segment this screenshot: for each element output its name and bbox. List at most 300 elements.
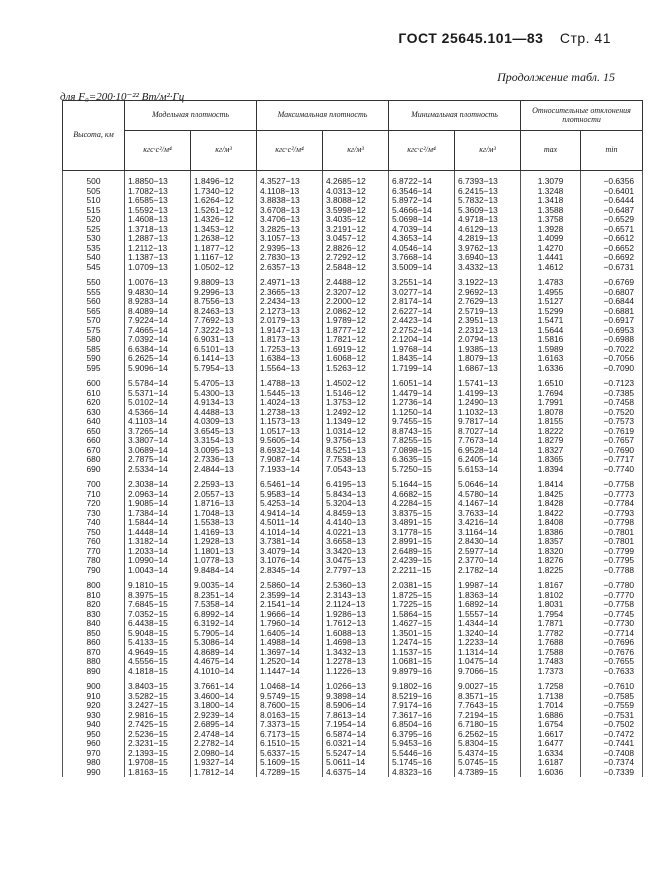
cell-model-kgs: 7.9224−14 xyxy=(125,316,191,326)
page-header xyxy=(398,30,611,46)
cell-dev-max: 1.8225 xyxy=(521,566,581,576)
cell-dev-min: −0.7793 xyxy=(581,509,643,519)
cell-dev-max: 1.5816 xyxy=(521,335,581,345)
cell-max-kgs: 7.1933−14 xyxy=(257,465,323,475)
cell-max-kgs: 9.5605−14 xyxy=(257,436,323,446)
cell-dev-min: −0.7657 xyxy=(581,436,643,446)
cell-dev-min: −0.6988 xyxy=(581,335,643,345)
cell-model-kgs: 2.5334−14 xyxy=(125,465,191,475)
cell-model-kg: 7.3222−13 xyxy=(191,326,257,336)
unit-max-kg: кг/м³ xyxy=(323,131,389,171)
cell-model-kgs: 1.3718−13 xyxy=(125,225,191,235)
cell-height: 640 xyxy=(63,417,125,427)
cell-model-kg: 2.4748−14 xyxy=(191,730,257,740)
cell-height: 545 xyxy=(63,263,125,273)
cell-min-kgs: 5.1745−16 xyxy=(389,758,455,768)
cell-dev-min: −0.7770 xyxy=(581,591,643,601)
cell-dev-min: −0.7022 xyxy=(581,345,643,355)
cell-min-kgs: 4.8323−16 xyxy=(389,768,455,778)
cell-dev-max: 1.7014 xyxy=(521,701,581,711)
cell-height: 960 xyxy=(63,739,125,749)
cell-min-kgs: 8.5219−16 xyxy=(389,692,455,702)
cell-min-kg: 3.7633−14 xyxy=(455,509,521,519)
cell-min-kg: 9.7817−14 xyxy=(455,417,521,427)
cell-model-kg: 1.1877−12 xyxy=(191,244,257,254)
cell-max-kg: 7.8613−14 xyxy=(323,711,389,721)
cell-dev-min: −0.7676 xyxy=(581,648,643,658)
cell-height: 670 xyxy=(63,446,125,456)
cell-dev-max: 1.8357 xyxy=(521,537,581,547)
cell-dev-max: 1.6477 xyxy=(521,739,581,749)
cell-height: 690 xyxy=(63,465,125,475)
cell-max-kg: 1.0314−12 xyxy=(323,427,389,437)
cell-height: 630 xyxy=(63,408,125,418)
cell-model-kg: 2.2593−13 xyxy=(191,480,257,490)
cell-min-kgs: 4.3653−14 xyxy=(389,234,455,244)
cell-height: 525 xyxy=(63,225,125,235)
cell-model-kgs: 7.0392−14 xyxy=(125,335,191,345)
cell-dev-max: 1.7694 xyxy=(521,389,581,399)
cell-dev-min: −0.6953 xyxy=(581,326,643,336)
cell-max-kg: 1.7821−12 xyxy=(323,335,389,345)
cell-height: 555 xyxy=(63,288,125,298)
cell-model-kgs: 2.7875−14 xyxy=(125,455,191,465)
cell-height: 830 xyxy=(63,610,125,620)
cell-max-kgs: 1.4988−14 xyxy=(257,638,323,648)
cell-model-kgs: 7.4665−14 xyxy=(125,326,191,336)
cell-max-kgs: 5.1609−15 xyxy=(257,758,323,768)
cell-max-kg: 3.0475−13 xyxy=(323,556,389,566)
cell-height: 585 xyxy=(63,345,125,355)
cell-dev-max: 1.6336 xyxy=(521,364,581,374)
cell-model-kg: 4.4675−14 xyxy=(191,657,257,667)
cell-max-kgs: 3.6708−13 xyxy=(257,206,323,216)
cell-max-kgs: 2.8345−14 xyxy=(257,566,323,576)
cell-height: 595 xyxy=(63,364,125,374)
cell-model-kg: 1.1801−13 xyxy=(191,547,257,557)
cell-model-kg: 4.9134−13 xyxy=(191,398,257,408)
cell-max-kgs: 3.7381−14 xyxy=(257,537,323,547)
cell-max-kg: 3.2191−12 xyxy=(323,225,389,235)
cell-min-kgs: 5.0698−14 xyxy=(389,215,455,225)
cell-min-kg: 6.7393−13 xyxy=(455,177,521,187)
cell-min-kgs: 1.2736−14 xyxy=(389,398,455,408)
cell-min-kg: 5.7832−13 xyxy=(455,196,521,206)
cell-min-kgs: 3.8375−15 xyxy=(389,509,455,519)
cell-dev-min: −0.7090 xyxy=(581,364,643,374)
cell-min-kgs: 8.8743−15 xyxy=(389,427,455,437)
cell-min-kgs: 2.4239−15 xyxy=(389,556,455,566)
cell-model-kg: 2.0557−13 xyxy=(191,490,257,500)
cell-dev-max: 1.7588 xyxy=(521,648,581,658)
cell-model-kg: 8.2351−14 xyxy=(191,591,257,601)
cell-dev-max: 1.7954 xyxy=(521,610,581,620)
cell-min-kgs: 5.8972−14 xyxy=(389,196,455,206)
cell-model-kgs: 1.3182−14 xyxy=(125,537,191,547)
cell-dev-min: −0.6571 xyxy=(581,225,643,235)
cell-max-kg: 6.5874−14 xyxy=(323,730,389,740)
cell-min-kg: 1.1314−14 xyxy=(455,648,521,658)
cell-height: 990 xyxy=(63,768,125,778)
cell-min-kgs: 4.7039−14 xyxy=(389,225,455,235)
cell-max-kg: 1.6068−12 xyxy=(323,354,389,364)
cell-min-kg: 9.7066−15 xyxy=(455,667,521,677)
cell-model-kgs: 1.0076−13 xyxy=(125,278,191,288)
cell-dev-max: 1.7483 xyxy=(521,657,581,667)
cell-max-kg: 6.4195−13 xyxy=(323,480,389,490)
cell-model-kgs: 1.2887−13 xyxy=(125,234,191,244)
cell-max-kgs: 1.5445−13 xyxy=(257,389,323,399)
cell-model-kg: 1.9327−14 xyxy=(191,758,257,768)
cell-model-kg: 6.8992−14 xyxy=(191,610,257,620)
cell-model-kg: 9.0035−14 xyxy=(191,581,257,591)
cell-height: 590 xyxy=(63,354,125,364)
cell-dev-min: −0.7531 xyxy=(581,711,643,721)
col-deviation: Относительные отклонения плотности xyxy=(521,101,643,131)
cell-dev-max: 1.3418 xyxy=(521,196,581,206)
cell-min-kgs: 1.5864−15 xyxy=(389,610,455,620)
cell-model-kg: 8.7556−13 xyxy=(191,297,257,307)
cell-model-kgs: 1.0709−13 xyxy=(125,263,191,273)
cell-dev-max: 1.7871 xyxy=(521,619,581,629)
cell-model-kg: 9.8484−14 xyxy=(191,566,257,576)
cell-model-kg: 3.1800−14 xyxy=(191,701,257,711)
cell-model-kg: 8.2463−13 xyxy=(191,307,257,317)
cell-dev-min: −0.7784 xyxy=(581,499,643,509)
cell-dev-min: −0.6844 xyxy=(581,297,643,307)
cell-max-kgs: 1.4024−13 xyxy=(257,398,323,408)
cell-max-kg: 4.4140−13 xyxy=(323,518,389,528)
cell-max-kg: 4.8459−13 xyxy=(323,509,389,519)
cell-dev-min: −0.6487 xyxy=(581,206,643,216)
cell-dev-min: −0.7780 xyxy=(581,581,643,591)
table-row xyxy=(63,465,643,475)
cell-max-kgs: 2.3665−13 xyxy=(257,288,323,298)
cell-max-kg: 3.5998−12 xyxy=(323,206,389,216)
cell-max-kgs: 4.1108−13 xyxy=(257,187,323,197)
cell-min-kg: 1.3240−14 xyxy=(455,629,521,639)
col-min: Минимальная плотность xyxy=(389,101,521,131)
cell-max-kgs: 3.1057−13 xyxy=(257,234,323,244)
cell-dev-max: 1.7373 xyxy=(521,667,581,677)
cell-max-kgs: 1.2738−13 xyxy=(257,408,323,418)
cell-min-kgs: 3.1778−15 xyxy=(389,528,455,538)
cell-max-kg: 6.0321−14 xyxy=(323,739,389,749)
cell-model-kgs: 2.0963−14 xyxy=(125,490,191,500)
cell-height: 860 xyxy=(63,638,125,648)
cell-min-kg: 2.3770−14 xyxy=(455,556,521,566)
cell-max-kg: 1.9286−13 xyxy=(323,610,389,620)
cell-max-kg: 1.6088−13 xyxy=(323,629,389,639)
cell-max-kg: 2.0862−12 xyxy=(323,307,389,317)
cell-model-kg: 5.7905−14 xyxy=(191,629,257,639)
cell-model-kgs: 1.6585−13 xyxy=(125,196,191,206)
cell-dev-min: −0.6731 xyxy=(581,263,643,273)
cell-model-kg: 1.8716−13 xyxy=(191,499,257,509)
cell-max-kg: 8.5906−14 xyxy=(323,701,389,711)
cell-max-kgs: 2.1273−13 xyxy=(257,307,323,317)
unit-min-kgs: кгс·с²/м⁴ xyxy=(389,131,455,171)
cell-max-kgs: 4.1014−14 xyxy=(257,528,323,538)
cell-model-kgs: 1.1387−13 xyxy=(125,253,191,263)
cell-dev-min: −0.6612 xyxy=(581,234,643,244)
cell-max-kgs: 7.3373−15 xyxy=(257,720,323,730)
cell-min-kgs: 5.9453−16 xyxy=(389,739,455,749)
cell-height: 700 xyxy=(63,480,125,490)
cell-min-kgs: 1.9768−14 xyxy=(389,345,455,355)
cell-max-kgs: 2.3599−14 xyxy=(257,591,323,601)
cell-model-kgs: 1.4448−14 xyxy=(125,528,191,538)
cell-min-kgs: 6.3635−15 xyxy=(389,455,455,465)
cell-dev-max: 1.6754 xyxy=(521,720,581,730)
cell-height: 535 xyxy=(63,244,125,254)
cell-min-kg: 7.7673−14 xyxy=(455,436,521,446)
cell-min-kgs: 5.1644−15 xyxy=(389,480,455,490)
cell-dev-min: −0.6529 xyxy=(581,215,643,225)
cell-max-kg: 4.0313−12 xyxy=(323,187,389,197)
cell-height: 840 xyxy=(63,619,125,629)
cell-model-kgs: 3.5282−15 xyxy=(125,692,191,702)
cell-min-kgs: 4.0546−14 xyxy=(389,244,455,254)
cell-dev-min: −0.7801 xyxy=(581,528,643,538)
cell-min-kg: 3.6940−13 xyxy=(455,253,521,263)
cell-model-kg: 1.2638−12 xyxy=(191,234,257,244)
cell-min-kg: 2.9692−13 xyxy=(455,288,521,298)
cell-min-kgs: 2.2752−14 xyxy=(389,326,455,336)
cell-model-kg: 1.1167−12 xyxy=(191,253,257,263)
cell-max-kg: 7.1954−14 xyxy=(323,720,389,730)
cell-dev-min: −0.7056 xyxy=(581,354,643,364)
cell-min-kg: 4.7389−15 xyxy=(455,768,521,778)
cell-dev-min: −0.7123 xyxy=(581,379,643,389)
cell-model-kg: 2.4844−13 xyxy=(191,465,257,475)
cell-height: 530 xyxy=(63,234,125,244)
cell-min-kgs: 1.0681−15 xyxy=(389,657,455,667)
cell-max-kg: 3.4035−12 xyxy=(323,215,389,225)
cell-dev-max: 1.8386 xyxy=(521,528,581,538)
cell-min-kg: 4.2819−13 xyxy=(455,234,521,244)
cell-dev-max: 1.8428 xyxy=(521,499,581,509)
cell-min-kgs: 1.7199−14 xyxy=(389,364,455,374)
cell-min-kgs: 3.7668−14 xyxy=(389,253,455,263)
cell-dev-min: −0.6401 xyxy=(581,187,643,197)
cell-max-kg: 1.6919−12 xyxy=(323,345,389,355)
cell-height: 620 xyxy=(63,398,125,408)
cell-model-kgs: 2.3038−14 xyxy=(125,480,191,490)
cell-min-kg: 5.0745−15 xyxy=(455,758,521,768)
cell-min-kg: 5.8304−15 xyxy=(455,739,521,749)
cell-min-kgs: 4.6682−15 xyxy=(389,490,455,500)
cell-model-kg: 5.7954−13 xyxy=(191,364,257,374)
cell-max-kgs: 5.4253−14 xyxy=(257,499,323,509)
cell-min-kgs: 2.1204−14 xyxy=(389,335,455,345)
cell-min-kgs: 1.2474−15 xyxy=(389,638,455,648)
cell-min-kg: 1.9385−13 xyxy=(455,345,521,355)
cell-model-kgs: 1.2033−14 xyxy=(125,547,191,557)
cell-dev-min: −0.7458 xyxy=(581,398,643,408)
cell-model-kg: 3.7661−14 xyxy=(191,682,257,692)
cell-model-kgs: 1.4608−13 xyxy=(125,215,191,225)
table-row xyxy=(63,566,643,576)
cell-dev-min: −0.7559 xyxy=(581,701,643,711)
continuation-note: Продолжение табл. 15 xyxy=(497,70,615,84)
cell-model-kg: 3.3154−13 xyxy=(191,436,257,446)
cell-model-kgs: 3.0689−14 xyxy=(125,446,191,456)
cell-model-kgs: 2.9816−15 xyxy=(125,711,191,721)
cell-min-kg: 4.1467−14 xyxy=(455,499,521,509)
cell-max-kg: 1.5263−12 xyxy=(323,364,389,374)
cell-max-kg: 5.5247−14 xyxy=(323,749,389,759)
cell-dev-max: 1.8422 xyxy=(521,509,581,519)
cell-dev-min: −0.7573 xyxy=(581,417,643,427)
cell-max-kg: 2.2000−12 xyxy=(323,297,389,307)
cell-min-kg: 3.4332−13 xyxy=(455,263,521,273)
cell-height: 900 xyxy=(63,682,125,692)
cell-dev-max: 1.3248 xyxy=(521,187,581,197)
cell-min-kgs: 5.5446−16 xyxy=(389,749,455,759)
cell-dev-max: 1.6187 xyxy=(521,758,581,768)
cell-min-kgs: 2.8174−14 xyxy=(389,297,455,307)
cell-max-kg: 1.8777−12 xyxy=(323,326,389,336)
cell-model-kg: 6.3192−14 xyxy=(191,619,257,629)
cell-dev-min: −0.7655 xyxy=(581,657,643,667)
cell-model-kg: 1.8496−12 xyxy=(191,177,257,187)
cell-model-kgs: 5.5784−14 xyxy=(125,379,191,389)
cell-model-kg: 7.7692−13 xyxy=(191,316,257,326)
cell-model-kg: 1.7812−14 xyxy=(191,768,257,778)
cell-height: 510 xyxy=(63,196,125,206)
cell-dev-max: 1.4783 xyxy=(521,278,581,288)
cell-dev-max: 1.8222 xyxy=(521,427,581,437)
cell-max-kgs: 1.2520−14 xyxy=(257,657,323,667)
cell-model-kgs: 4.1103−14 xyxy=(125,417,191,427)
cell-model-kgs: 1.8163−15 xyxy=(125,768,191,778)
cell-max-kg: 1.2492−12 xyxy=(323,408,389,418)
cell-dev-min: −0.7502 xyxy=(581,720,643,730)
cell-height: 515 xyxy=(63,206,125,216)
table-row xyxy=(63,263,643,273)
cell-min-kg: 3.4216−14 xyxy=(455,518,521,528)
cell-max-kg: 3.0457−12 xyxy=(323,234,389,244)
cell-dev-max: 1.7782 xyxy=(521,629,581,639)
cell-max-kgs: 2.0179−13 xyxy=(257,316,323,326)
cell-model-kg: 2.6895−14 xyxy=(191,720,257,730)
cell-min-kg: 1.6892−14 xyxy=(455,600,521,610)
cell-max-kg: 7.0543−13 xyxy=(323,465,389,475)
cell-model-kgs: 9.4830−14 xyxy=(125,288,191,298)
cell-min-kgs: 6.8722−14 xyxy=(389,177,455,187)
cell-max-kg: 1.3432−13 xyxy=(323,648,389,658)
cell-max-kgs: 1.3697−14 xyxy=(257,648,323,658)
cell-max-kg: 7.7538−13 xyxy=(323,455,389,465)
cell-model-kgs: 1.8850−13 xyxy=(125,177,191,187)
cell-model-kg: 1.0778−13 xyxy=(191,556,257,566)
cell-min-kgs: 7.3617−16 xyxy=(389,711,455,721)
cell-min-kg: 6.2562−15 xyxy=(455,730,521,740)
cell-min-kgs: 9.7455−15 xyxy=(389,417,455,427)
cell-dev-min: −0.7633 xyxy=(581,667,643,677)
cell-height: 790 xyxy=(63,566,125,576)
cell-min-kg: 1.8079−13 xyxy=(455,354,521,364)
cell-max-kgs: 2.9395−13 xyxy=(257,244,323,254)
cell-max-kgs: 2.1541−14 xyxy=(257,600,323,610)
cell-max-kg: 1.9789−12 xyxy=(323,316,389,326)
cell-min-kg: 5.6153−14 xyxy=(455,465,521,475)
cell-max-kg: 4.2685−12 xyxy=(323,177,389,187)
cell-dev-max: 1.8425 xyxy=(521,490,581,500)
cell-min-kg: 8.7027−14 xyxy=(455,427,521,437)
col-max: Максимальная плотность xyxy=(257,101,389,131)
cell-min-kgs: 2.0381−15 xyxy=(389,581,455,591)
cell-dev-min: −0.7441 xyxy=(581,739,643,749)
cell-max-kgs: 1.0517−13 xyxy=(257,427,323,437)
cell-max-kgs: 9.5749−15 xyxy=(257,692,323,702)
cell-min-kgs: 3.4891−15 xyxy=(389,518,455,528)
cell-dev-min: −0.7374 xyxy=(581,758,643,768)
cell-model-kg: 2.7336−13 xyxy=(191,455,257,465)
cell-height: 880 xyxy=(63,657,125,667)
cell-model-kgs: 5.0102−14 xyxy=(125,398,191,408)
cell-model-kg: 1.4169−13 xyxy=(191,528,257,538)
cell-dev-max: 1.3928 xyxy=(521,225,581,235)
cell-max-kgs: 3.1076−14 xyxy=(257,556,323,566)
cell-min-kg: 1.1032−13 xyxy=(455,408,521,418)
cell-dev-max: 1.8320 xyxy=(521,547,581,557)
cell-model-kg: 2.2782−14 xyxy=(191,739,257,749)
cell-max-kgs: 2.2434−13 xyxy=(257,297,323,307)
cell-model-kg: 6.5101−13 xyxy=(191,345,257,355)
cell-max-kg: 5.3204−13 xyxy=(323,499,389,509)
cell-min-kg: 1.5557−14 xyxy=(455,610,521,620)
cell-min-kg: 6.7180−15 xyxy=(455,720,521,730)
cell-max-kgs: 8.7600−15 xyxy=(257,701,323,711)
cell-model-kgs: 4.9649−15 xyxy=(125,648,191,658)
cell-max-kgs: 6.5461−14 xyxy=(257,480,323,490)
cell-min-kgs: 1.1250−14 xyxy=(389,408,455,418)
cell-height: 660 xyxy=(63,436,125,446)
cell-min-kgs: 6.8504−16 xyxy=(389,720,455,730)
cell-min-kgs: 3.2551−14 xyxy=(389,278,455,288)
cell-min-kg: 2.5719−13 xyxy=(455,307,521,317)
cell-dev-min: −0.6692 xyxy=(581,253,643,263)
cell-dev-max: 1.6886 xyxy=(521,711,581,721)
cell-max-kg: 1.1226−13 xyxy=(323,667,389,677)
cell-dev-max: 1.4955 xyxy=(521,288,581,298)
cell-max-kgs: 7.9087−14 xyxy=(257,455,323,465)
cell-max-kg: 1.2278−13 xyxy=(323,657,389,667)
cell-model-kgs: 8.9283−14 xyxy=(125,297,191,307)
cell-model-kg: 5.3086−14 xyxy=(191,638,257,648)
cell-max-kg: 2.4488−12 xyxy=(323,278,389,288)
cell-model-kg: 1.7340−12 xyxy=(191,187,257,197)
cell-max-kgs: 8.6932−14 xyxy=(257,446,323,456)
cell-dev-max: 1.5471 xyxy=(521,316,581,326)
cell-min-kg: 5.3609−13 xyxy=(455,206,521,216)
cell-max-kg: 3.3420−13 xyxy=(323,547,389,557)
cell-model-kg: 3.6545−13 xyxy=(191,427,257,437)
cell-dev-min: −0.6917 xyxy=(581,316,643,326)
cell-model-kg: 1.2928−13 xyxy=(191,537,257,547)
cell-dev-min: −0.7610 xyxy=(581,682,643,692)
cell-model-kg: 4.0309−13 xyxy=(191,417,257,427)
cell-max-kgs: 4.3527−13 xyxy=(257,177,323,187)
cell-model-kgs: 5.9048−15 xyxy=(125,629,191,639)
cell-height: 575 xyxy=(63,326,125,336)
cell-model-kg: 9.8809−13 xyxy=(191,278,257,288)
cell-height: 580 xyxy=(63,335,125,345)
cell-min-kg: 9.0027−15 xyxy=(455,682,521,692)
standard-title: ГОСТ 25645.101—83 xyxy=(398,30,544,46)
